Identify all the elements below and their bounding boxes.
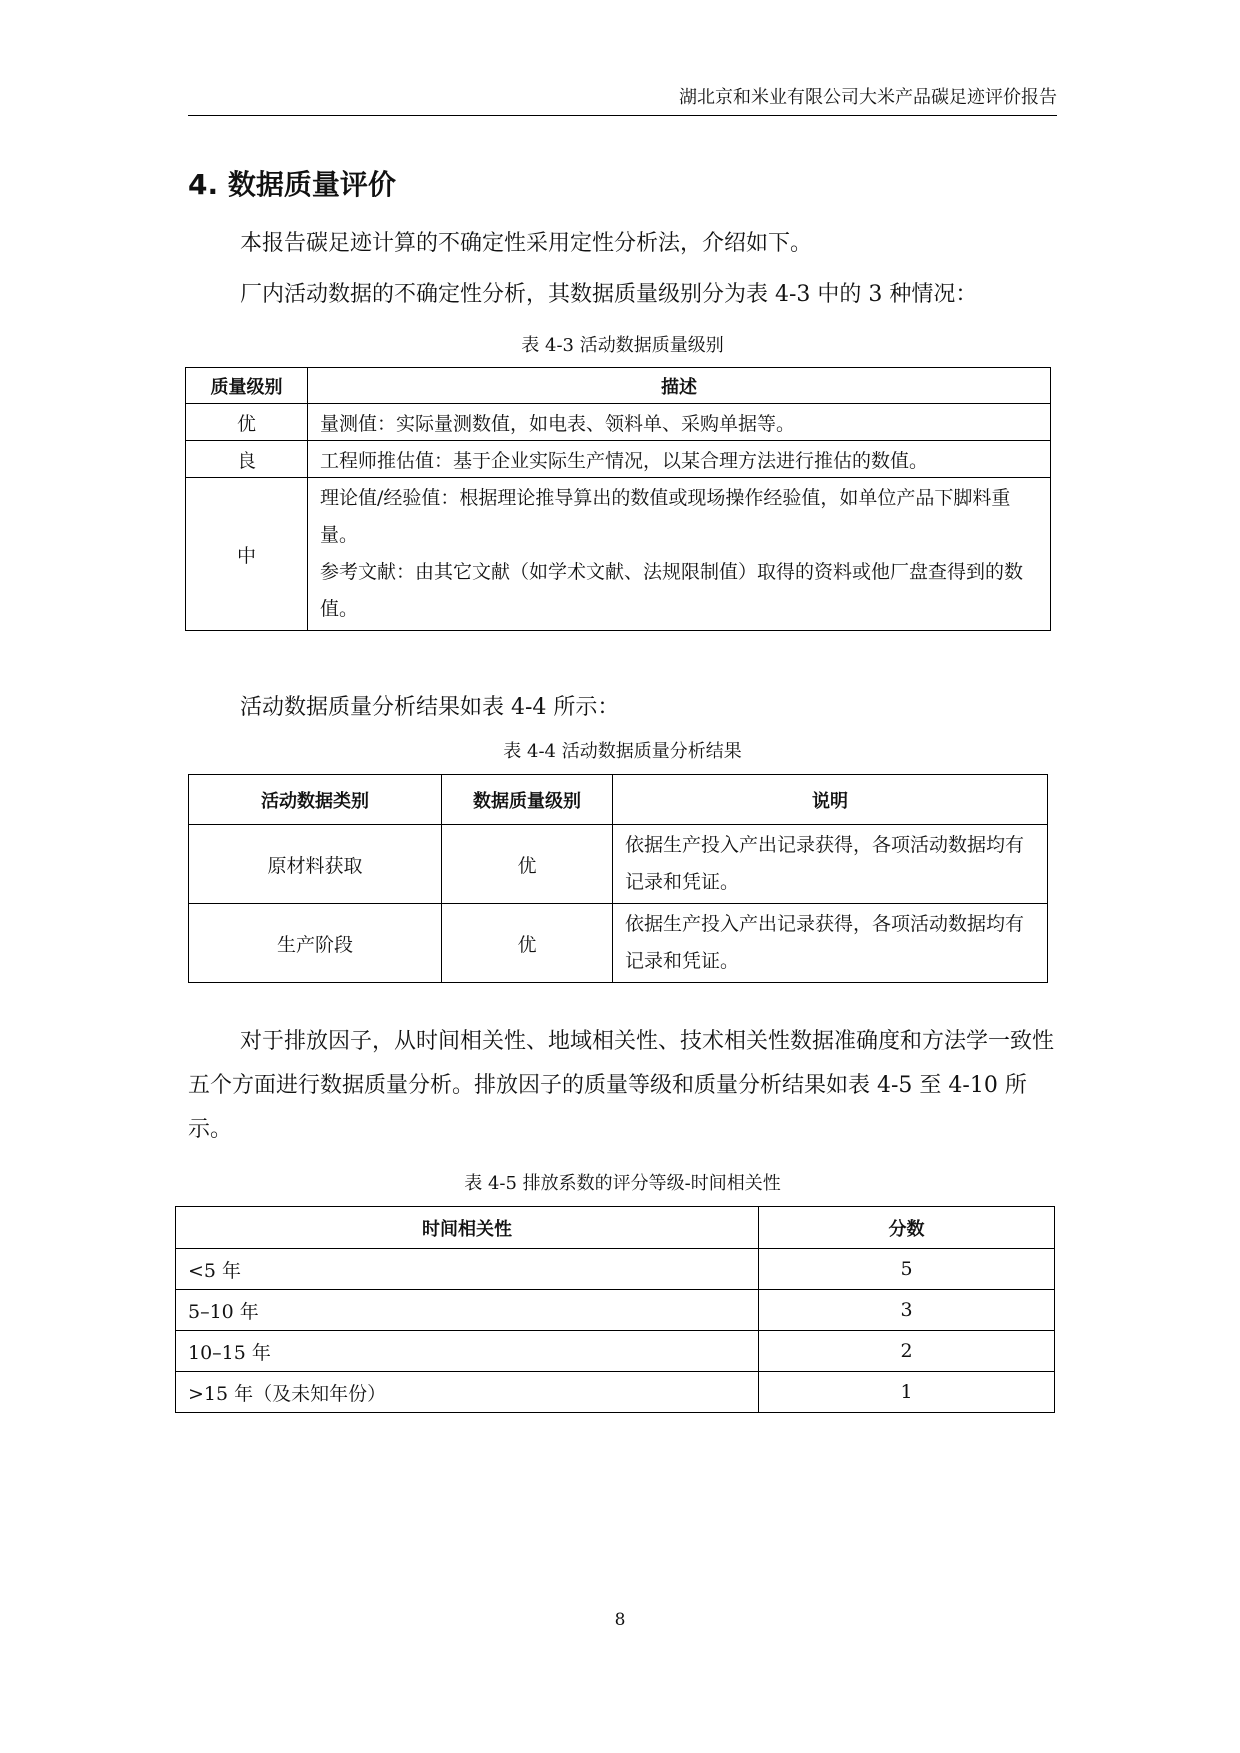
category-cell: 生产阶段 [189,904,442,983]
table-row [176,1290,1055,1331]
table-4-5 [175,1206,1055,1413]
range-cell: 10–15 年 [176,1331,759,1372]
note-cell: 依据生产投入产出记录获得，各项活动数据均有记录和凭证。 [613,825,1048,904]
header-cell: 质量级别 [186,368,308,404]
level-cell: 优 [442,825,613,904]
table-row [176,1372,1055,1413]
score-cell: 1 [759,1372,1055,1413]
running-header: 湖北京和米业有限公司大米产品碳足迹评价报告 [679,87,1057,108]
range-cell: >15 年（及未知年份） [176,1372,759,1413]
range-cell: 5–10 年 [176,1290,759,1331]
paragraph-activity-data: 厂内活动数据的不确定性分析，其数据质量级别分为表 4-3 中的 3 种情况： [240,282,978,307]
table-row [186,404,1051,441]
table-row [176,1331,1055,1372]
table-4-4 [188,774,1048,983]
level-cell: 优 [442,904,613,983]
table-4-4-caption: 表 4-4 活动数据质量分析结果 [503,741,742,762]
header-cell: 时间相关性 [176,1207,759,1249]
category-cell: 原材料获取 [189,825,442,904]
level-cell: 中 [186,478,308,631]
note-cell: 依据生产投入产出记录获得，各项活动数据均有记录和凭证。 [613,904,1048,983]
table-row [189,825,1048,904]
description-line: 理论值/经验值：根据理论推导算出的数值或现场操作经验值，如单位产品下脚料重量。 [320,487,1011,546]
table-row [189,904,1048,983]
table-header-row [189,775,1048,825]
table-4-3-caption: 表 4-3 活动数据质量级别 [521,335,724,356]
table-header-row [186,368,1051,404]
header-rule [188,115,1057,116]
paragraph-result-intro: 活动数据质量分析结果如表 4-4 所示： [240,695,620,720]
header-cell: 活动数据类别 [189,775,442,825]
level-cell: 良 [186,441,308,478]
table-4-3 [185,367,1051,631]
score-cell: 2 [759,1331,1055,1372]
description-cell: 工程师推估值：基于企业实际生产情况，以某合理方法进行推估的数值。 [308,441,1051,478]
range-cell: <5 年 [176,1249,759,1290]
score-cell: 3 [759,1290,1055,1331]
page-number: 8 [614,1610,626,1630]
table-row [176,1249,1055,1290]
table-row [186,478,1051,631]
description-line: 参考文献：由其它文献（如学术文献、法规限制值）取得的资料或他厂盘查得到的数值。 [320,561,1024,620]
description-cell: 量测值：实际量测数值，如电表、领料单、采购单据等。 [308,404,1051,441]
table-header-row [176,1207,1055,1249]
table-4-5-caption: 表 4-5 排放系数的评分等级-时间相关性 [464,1173,781,1194]
paragraph-emission-factor: 对于排放因子，从时间相关性、地域相关性、技术相关性数据准确度和方法学一致性五个方面进行数据质量分析。排放因子的质量等级和质量分析结果如表 4-5 至 4-10 所示。 [188,1029,1055,1142]
section-title: 4. 数据质量评价 [188,168,396,201]
header-cell: 描述 [308,368,1051,404]
score-cell: 5 [759,1249,1055,1290]
level-cell: 优 [186,404,308,441]
header-cell: 说明 [613,775,1048,825]
description-cell [308,478,1051,631]
table-row [186,441,1051,478]
header-cell: 分数 [759,1207,1055,1249]
header-cell: 数据质量级别 [442,775,613,825]
paragraph-intro: 本报告碳足迹计算的不确定性采用定性分析法，介绍如下。 [240,231,813,256]
